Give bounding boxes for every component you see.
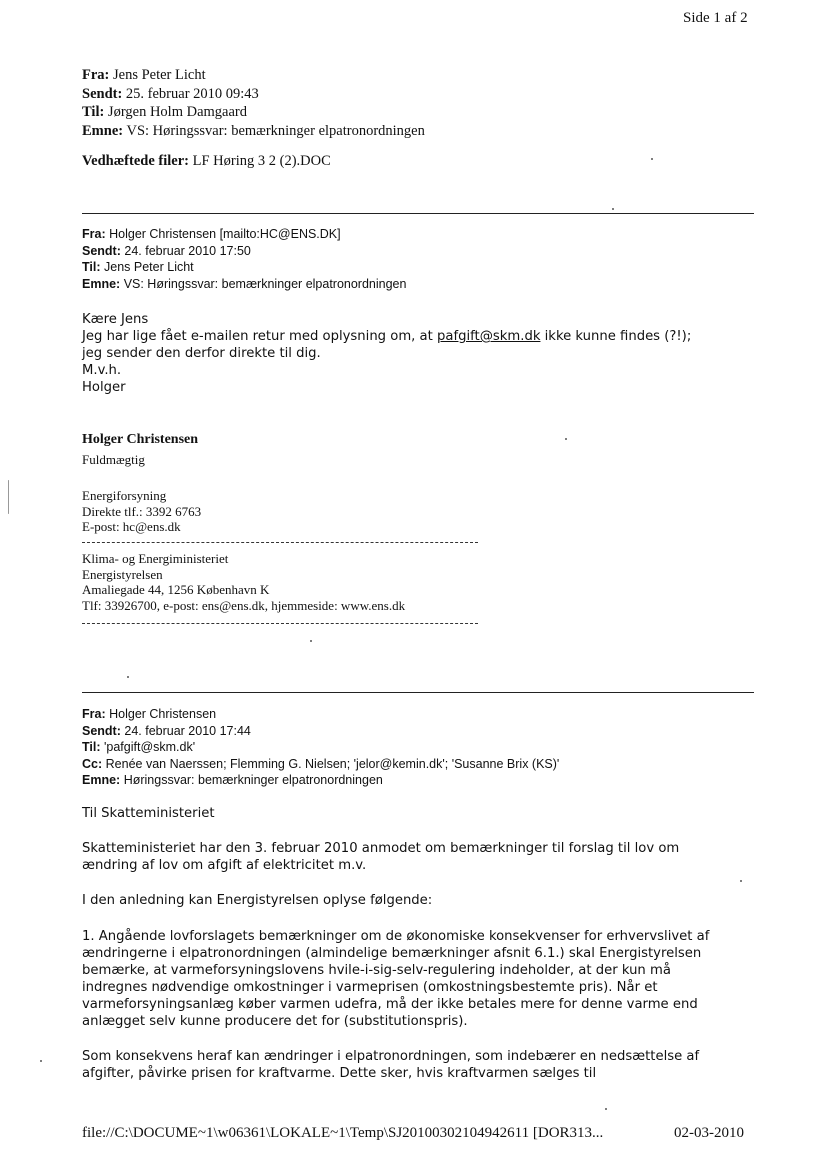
signature-organisation: Klima- og Energiministeriet Energistyrelsen Amaliegade 44, 1256 København K Tlf: 33926700, e-post: ens@ens.dk, hjemmeside: www.ens.dk	[82, 551, 406, 613]
email-link[interactable]: pafgift@skm.dk	[437, 329, 541, 344]
forward-header	[82, 226, 406, 292]
orig-cc-row: Cc: Renée van Naerssen; Flemming G. Nielsen; 'jelor@kemin.dk'; 'Susanne Brix (KS)'	[82, 756, 560, 771]
fwd-sent-row: Sendt: 24. februar 2010 17:50	[82, 243, 251, 258]
scan-speck	[605, 1108, 607, 1110]
scan-speck	[40, 1060, 42, 1062]
paragraph-4: Som konsekvens heraf kan ændringer i elpatronordningen, som indebærer en nedsættelse af afgifter, påvirke prisen for kraftvarme. Dette sker, hvis kraftvarmen sælges til	[82, 1049, 700, 1081]
top-from-row: Fra: Jens Peter Licht	[82, 67, 206, 83]
forward-body-line1: Jeg har lige fået e-mailen retur med oplysning om, at pafgift@skm.dk ikke kunne findes (?!);	[82, 329, 692, 344]
orig-from-row: Fra: Holger Christensen	[82, 707, 217, 721]
orig-to-row: Til: 'pafgift@skm.dk'	[82, 740, 196, 754]
scan-speck	[740, 880, 742, 882]
original-addressee: Til Skatteministeriet	[82, 806, 215, 821]
fwd-to-row: Til: Jens Peter Licht	[82, 260, 194, 274]
scan-speck	[127, 676, 129, 678]
fwd-subject-row: Emne: VS: Høringssvar: bemærkninger elpatronordningen	[82, 276, 407, 291]
top-subject-row: Emne: VS: Høringssvar: bemærkninger elpatronordningen	[82, 122, 425, 139]
scan-speck	[612, 208, 614, 210]
original-header	[82, 706, 559, 789]
footer-date: 02-03-2010	[674, 1125, 744, 1141]
signature-name: Holger Christensen	[82, 432, 199, 447]
dashed-divider	[82, 542, 478, 543]
top-header	[82, 66, 425, 171]
signature-contact: Energiforsyning Direkte tlf.: 3392 6763 E-post: hc@ens.dk	[82, 488, 202, 534]
orig-subject-row: Emne: Høringssvar: bemærkninger elpatronordningen	[82, 773, 383, 787]
attachment-link[interactable]: LF Høring 3 2 (2).DOC	[192, 153, 331, 169]
dashed-divider	[82, 623, 478, 624]
footer-path: file://C:\DOCUME~1\w06361\LOKALE~1\Temp\SJ20100302104942611 [DOR313...	[82, 1125, 604, 1141]
top-sent-row: Sendt: 25. februar 2010 09:43	[82, 85, 259, 102]
scan-speck	[310, 640, 312, 642]
signature-title: Fuldmægtig	[82, 452, 145, 467]
scan-speck	[565, 438, 567, 440]
top-attachments-row: Vedhæftede filer: LF Høring 3 2 (2).DOC	[82, 153, 331, 169]
top-to-row: Til: Jørgen Holm Damgaard	[82, 104, 247, 120]
scan-mark	[8, 480, 9, 514]
orig-sent-row: Sendt: 24. februar 2010 17:44	[82, 723, 251, 738]
page-number: Side 1 af 2	[683, 10, 748, 26]
separator-line	[82, 692, 754, 693]
fwd-from-row: Fra: Holger Christensen [mailto:HC@ENS.DK]	[82, 227, 341, 241]
forward-body: Kære Jens Jeg har lige fået e-mailen retur med oplysning om, at pafgift@skm.dk ikke kunne findes (?!); jeg sender den derfor direkte til dig. M.v.h. Holger	[82, 312, 692, 395]
paragraph-1: Skatteministeriet har den 3. februar 2010 anmodet om bemærkninger til forslag til lov om ændring af lov om afgift af elektricitet m.v.	[82, 841, 680, 873]
paragraph-2: I den anledning kan Energistyrelsen oplyse følgende:	[82, 893, 433, 908]
separator-line	[82, 213, 754, 214]
paragraph-3: 1. Angående lovforslagets bemærkninger om de økonomiske konsekvenser for erhvervslivet af ændringerne i elpatronordningen (almindelige bemærkninger afsnit 6.1.) skal Energistyrelsen bemærke, at varmeforsyningslovens hvile-i-sig-selv-regulering indeholder, at der kun må indregnes nødvendige omkostninger i varmeprisen (omkostningsbestemte pris). Når et varmeforsyningsanlæg køber varmen udefra, må der ikke betales mere for denne varme end anlægget selv kunne producere det for (substitutionspris).	[82, 929, 710, 1029]
scan-speck	[651, 158, 653, 160]
